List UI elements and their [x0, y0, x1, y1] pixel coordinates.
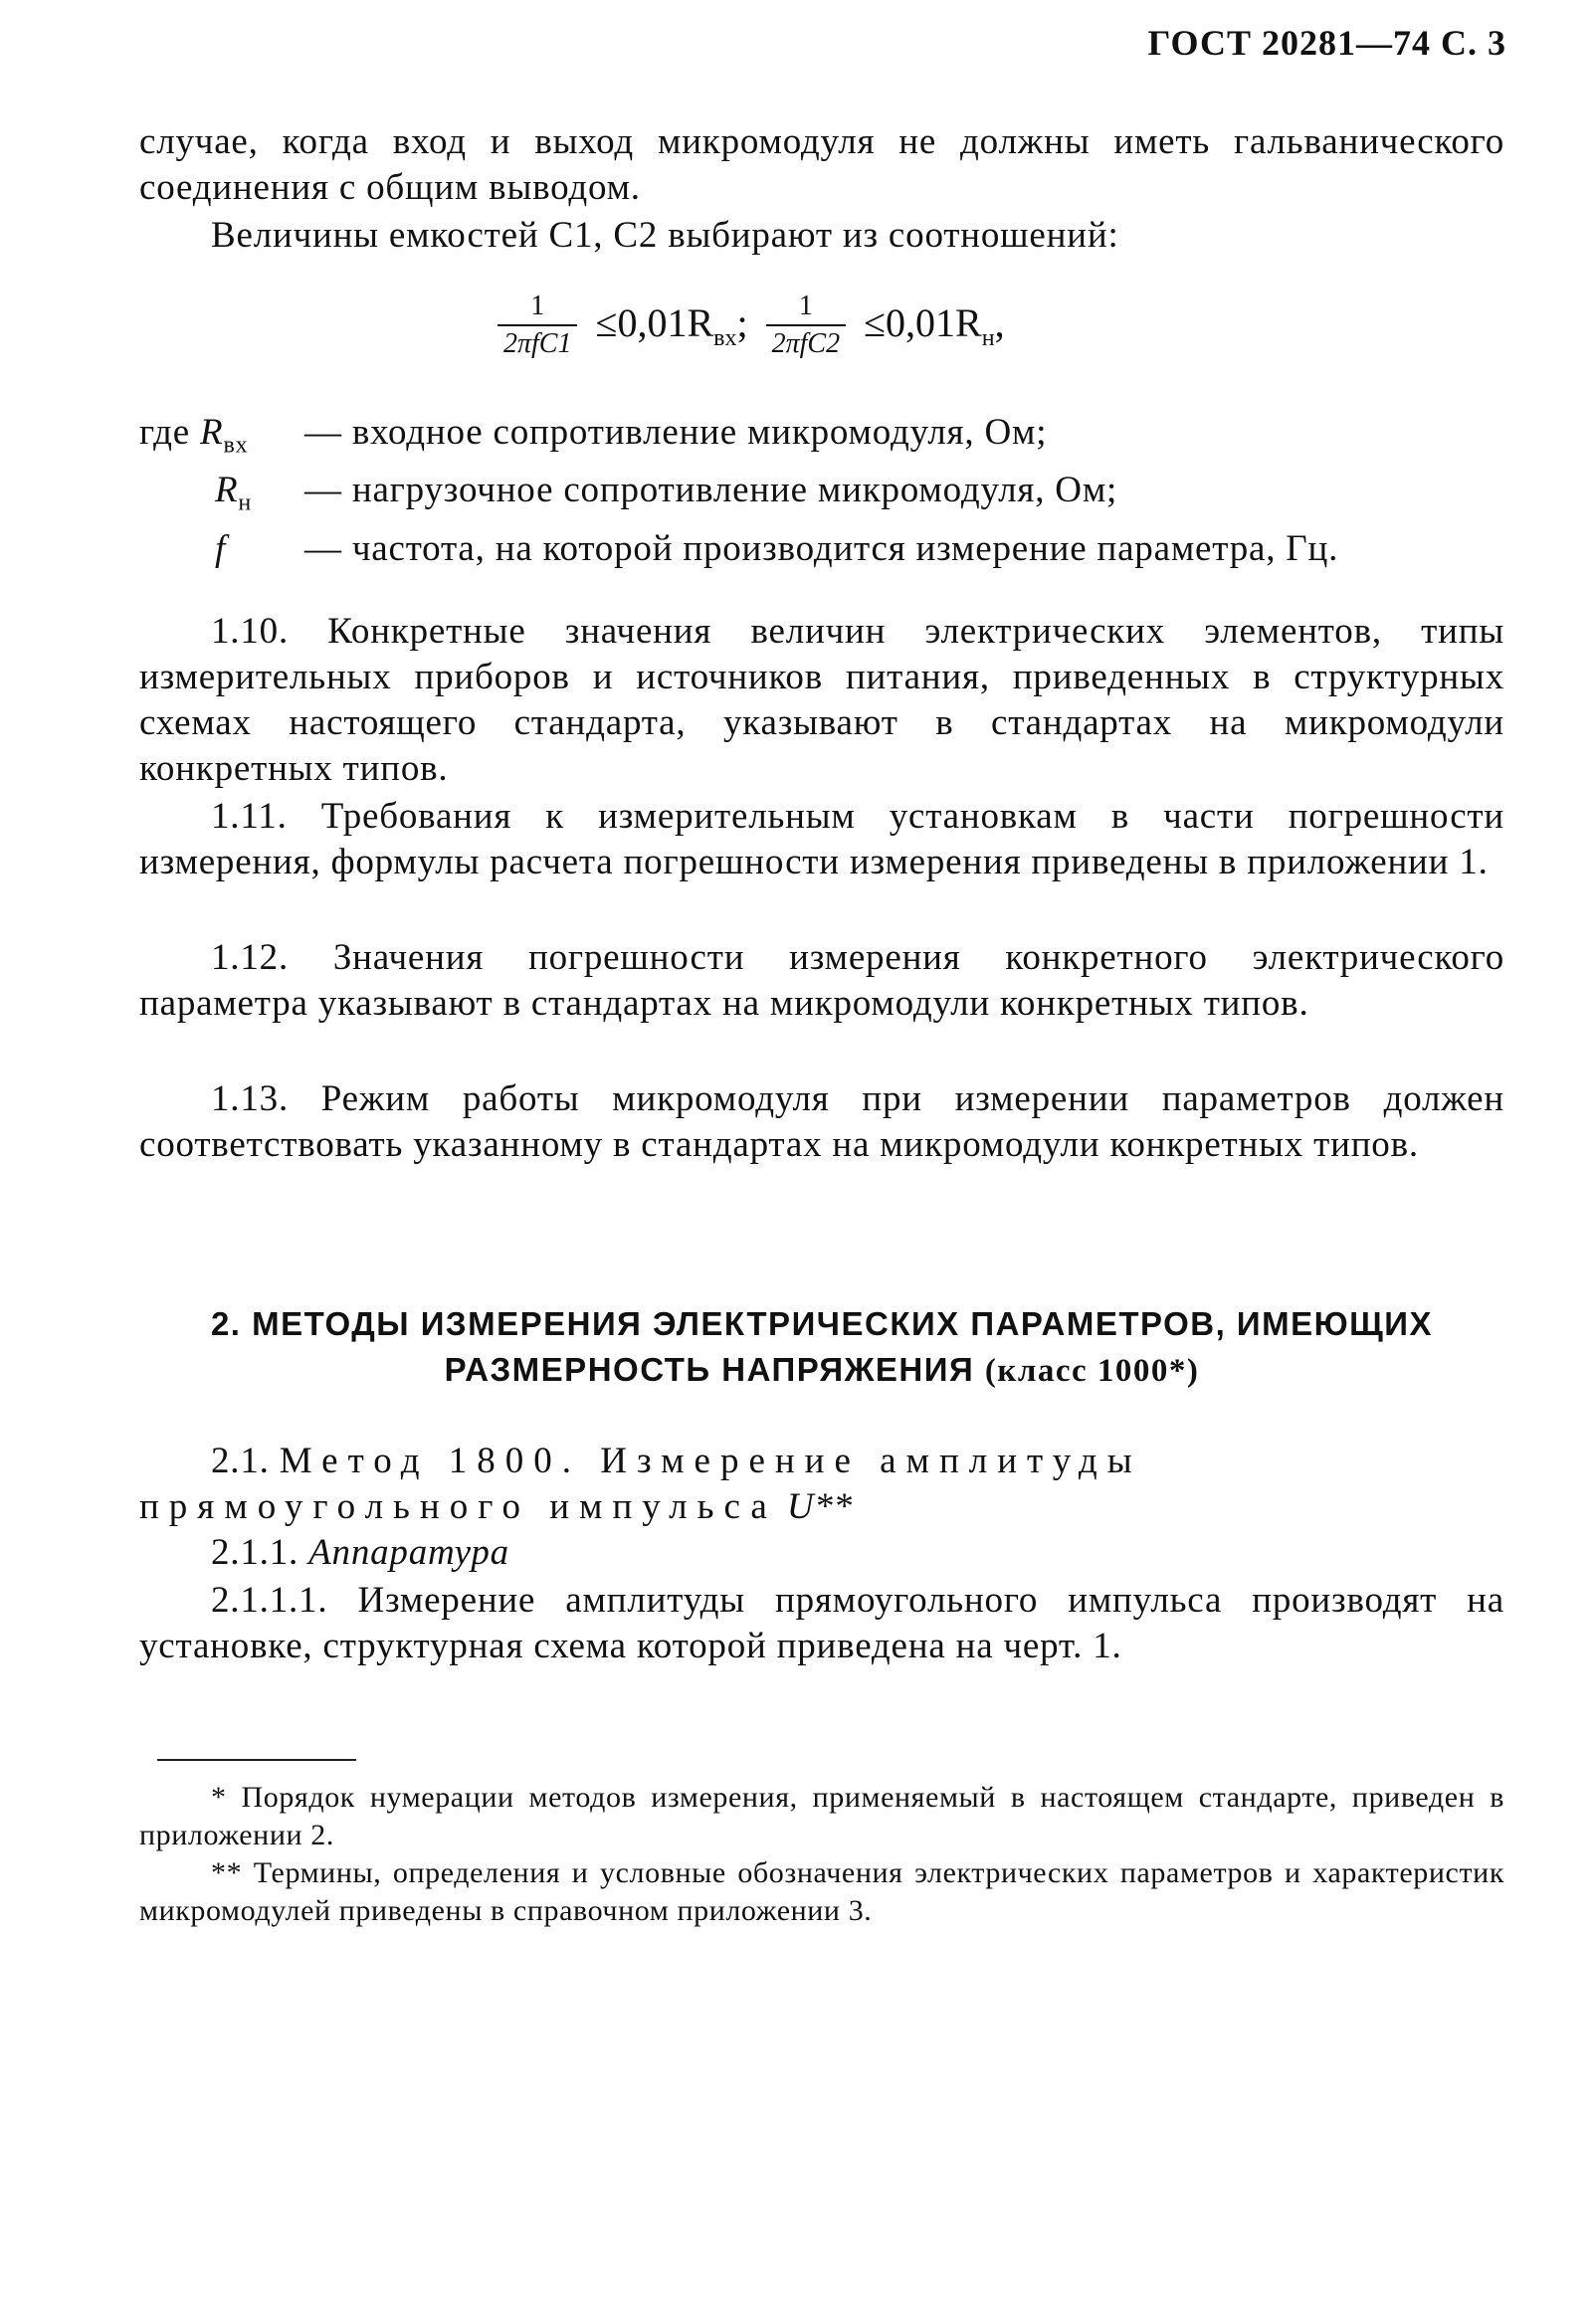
definition-rn: $R_н$ — нагрузочное сопротивление микромодуля, Ом;: [215, 470, 1118, 516]
paragraph-capacitances: Величины емкостей С1, С2 выбирают из соотношений:: [211, 215, 1119, 256]
inequality-2: $\le 0,01R_н$,: [864, 299, 1005, 351]
apparatus-heading: 2.1.1. Аппаратура: [211, 1532, 509, 1573]
clause-1-10: 1.10. Конкретные значения величин электрических элементов, типы измерительных приборов и источников питания, приведенных в структурных схемах настоящего стандарта, указывают в стандартах на микромодули конкретных типов.: [139, 611, 1504, 789]
capacitance-formula: [498, 289, 1005, 362]
footnote-divider: [157, 1759, 356, 1761]
fraction-2: $\frac{1}{\text{2πfC2}}$: [766, 289, 846, 362]
paragraph-continuation: случае, когда вход и выход микромодуля не должны иметь гальванического соединения с общим выводом.: [139, 121, 1504, 208]
symbol-definitions: [139, 410, 1504, 572]
footnote-1: * Порядок нумерации методов измерения, применяемый в настоящем стандарте, приведен в приложении 2.: [139, 1781, 1504, 1851]
clause-2-1-1-1: 2.1.1.1. Измерение амплитуды прямоугольного импульса производят на установке, структурная схема которой приведена на черт. 1.: [139, 1580, 1504, 1666]
definition-f: f — частота, на которой производится измерение параметра, Гц.: [215, 527, 1339, 569]
inequality-1: $\le 0,01R_{вх}$;: [595, 299, 748, 351]
footnote-2: ** Термины, определения и условные обозначения электрических параметров и характеристик микромодулей приведены в справочном приложении 3.: [139, 1856, 1504, 1927]
fraction-1: $\frac{1}{\text{2πfC1}}$: [498, 289, 577, 362]
footnotes: [139, 1779, 1504, 1930]
definition-rvx: где $R_{вх}$ — входное сопротивление микромодуля, Ом;: [139, 412, 1048, 459]
clause-1-11: 1.11. Требования к измерительным установкам в части погрешности измерения, формулы расчета погрешности измерения приведены в приложении 1.: [139, 796, 1504, 882]
clause-1-13: 1.13. Режим работы микромодуля при измерении параметров должен соответствовать указанному в стандартах на микромодули конкретных типов.: [139, 1078, 1504, 1165]
clause-1-12: 1.12. Значения погрешности измерения конкретного электрического параметра указывают в стандартах на микромодули конкретных типов.: [139, 937, 1504, 1024]
page-header: ГОСТ 20281—74 С. 3: [1147, 23, 1506, 63]
section-2-title: 2. МЕТОДЫ ИЗМЕРЕНИЯ ЭЛЕКТРИЧЕСКИХ ПАРАМЕТРОВ, ИМЕЮЩИХ РАЗМЕРНОСТЬ НАПРЯЖЕНИЯ (класс 1000*): [210, 1305, 1434, 1389]
method-1800-heading: 2.1. Метод 1800. Измерение амплитуды прямоугольного импульса U**: [139, 1441, 1142, 1527]
